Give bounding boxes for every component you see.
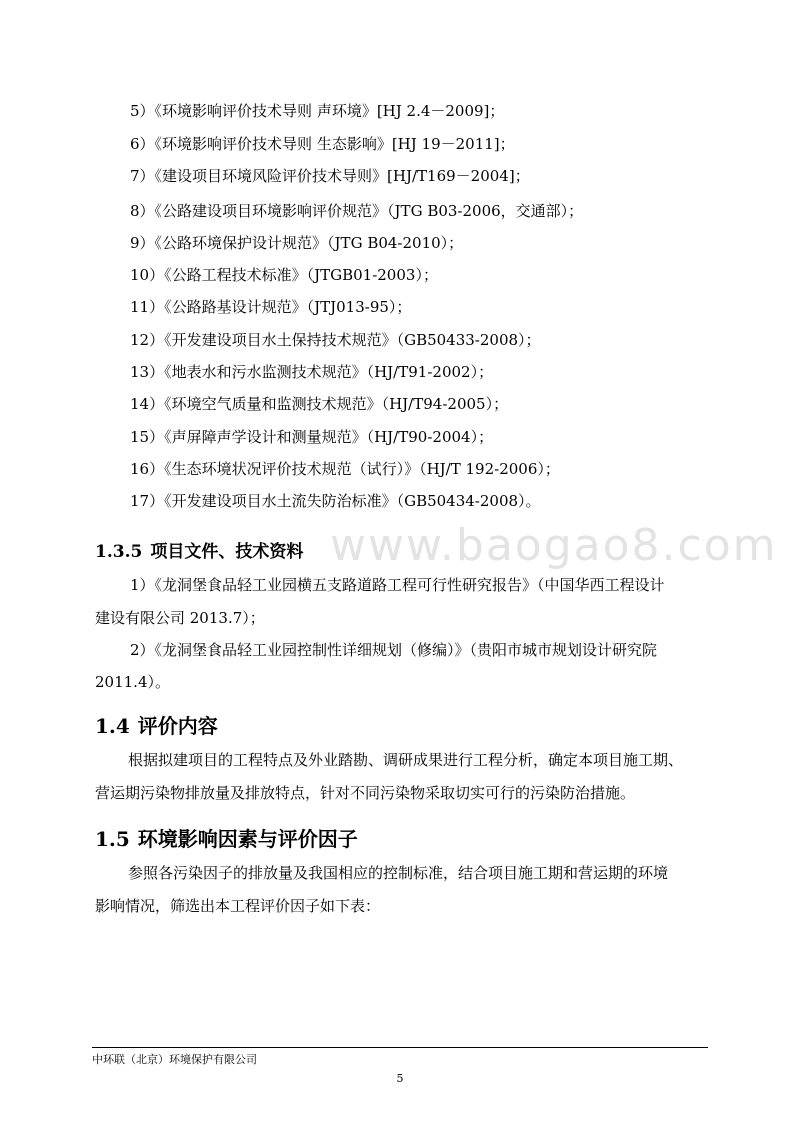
reference-item: 14）《环境空气质量和监测技术规范》（HJ/T94-2005）；	[130, 395, 509, 413]
section-title: 项目文件、技术资料	[150, 542, 304, 562]
reference-item: 12）《开发建设项目水土保持技术规范》（GB50433-2008）；	[130, 331, 541, 349]
section-heading-1-4	[95, 710, 218, 739]
section-title: 环境影响因素与评价因子	[137, 827, 358, 851]
document-item-line: 2）《龙洞堡食品轻工业园控制性详细规划（修编）》（贵阳市城市规划设计研究院	[130, 641, 658, 659]
reference-item: 8）《公路建设项目环境影响评价规范》（JTG B03-2006，交通部）；	[130, 202, 584, 220]
reference-item: 17）《开发建设项目水土流失防治标准》（GB50434-2008）。	[130, 492, 541, 510]
section-title: 评价内容	[137, 714, 218, 738]
paragraph-line: 参照各污染因子的排放量及我国相应的控制标准，结合项目施工期和营运期的环境	[128, 864, 669, 882]
reference-item: 15）《声屏障声学设计和测量规范》（HJ/T90-2004）；	[130, 428, 494, 446]
paragraph-line: 影响情况，筛选出本工程评价因子如下表：	[95, 897, 381, 915]
section-number: 1.3.5	[95, 542, 143, 562]
watermark: www.baogao8.com	[330, 520, 778, 571]
reference-item: 10）《公路工程技术标准》（JTGB01-2003）；	[130, 266, 438, 284]
section-heading-1-5	[95, 823, 358, 852]
reference-item: 9）《公路环境保护设计规范》（JTG B04-2010）；	[130, 234, 464, 252]
reference-item: 5）《环境影响评价技术导则 声环境》[HJ 2.4－2009]；	[130, 102, 505, 120]
footer-divider	[92, 1047, 708, 1048]
footer-company: 中环联（北京）环境保护有限公司	[92, 1053, 257, 1066]
reference-item: 13）《地表水和污水监测技术规范》（HJ/T91-2002）；	[130, 363, 494, 381]
page-number: 5	[396, 1072, 404, 1085]
paragraph-line: 营运期污染物排放量及排放特点，针对不同污染物采取切实可行的污染防治措施。	[95, 784, 636, 802]
reference-item: 11）《公路路基设计规范》（JTJ013-95）；	[130, 298, 412, 316]
document-item-line: 1）《龙洞堡食品轻工业园横五支路道路工程可行性研究报告》（中国华西工程设计	[130, 576, 665, 594]
document-item-line: 2011.4）。	[95, 673, 170, 691]
section-number: 1.5	[95, 827, 130, 851]
document-item-line: 建设有限公司 2013.7）；	[95, 609, 265, 627]
section-heading-1-3-5	[95, 537, 303, 562]
paragraph-line: 根据拟建项目的工程特点及外业踏勘、调研成果进行工程分析，确定本项目施工期、	[128, 751, 684, 769]
section-number: 1.4	[95, 714, 130, 738]
reference-item: 7）《建设项目环境风险评价技术导则》[HJ/T169－2004]；	[130, 167, 530, 185]
reference-item: 6）《环境影响评价技术导则 生态影响》[HJ 19－2011]；	[130, 135, 515, 153]
reference-item: 16）《生态环境状况评价技术规范（试行）》（HJ/T 192-2006）；	[130, 460, 560, 478]
